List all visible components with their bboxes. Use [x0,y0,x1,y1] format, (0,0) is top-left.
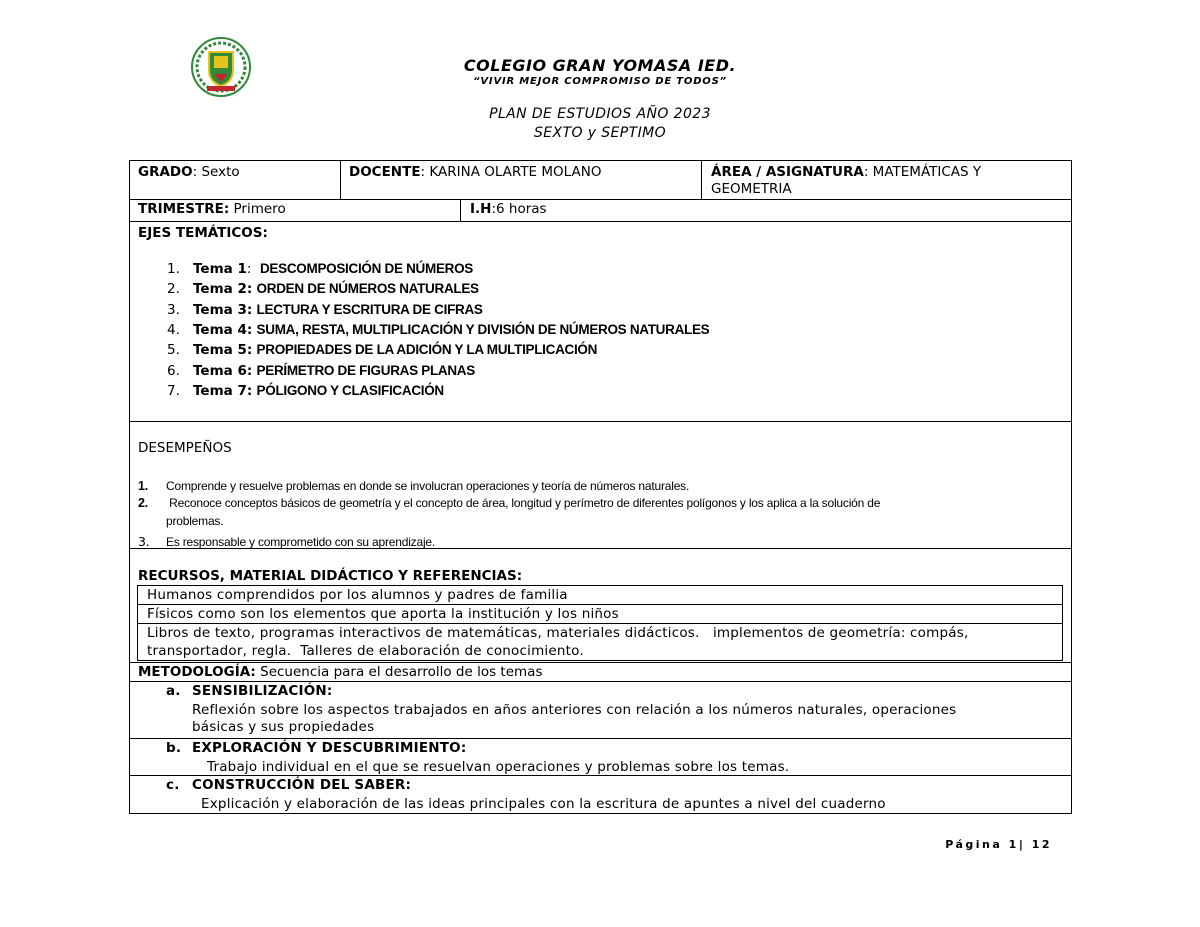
ejes-title: EJES TEMÁTICOS: [138,225,268,241]
grado-cell: GRADO: Sexto [138,164,240,180]
topic-number: 5. [167,342,180,359]
recurso-text: Humanos comprendidos por los alumnos y padres de familia [147,587,568,603]
desempeno-item [138,477,690,495]
step-title: SENSIBILIZACIÓN: [192,683,333,699]
school-motto: “VIVIR MEJOR COMPROMISO DE TODOS” [473,76,727,87]
metodologia-step-text: Reflexión sobre los aspectos trabajados en años anteriores con relación a los números naturales, operaciones [192,702,957,718]
recurso-row [138,586,1062,605]
topic-title: ORDEN DE NÚMEROS NATURALES [256,281,479,297]
recursos-title: RECURSOS, MATERIAL DIDÁCTICO Y REFERENCIAS: [138,568,523,584]
recurso-row [138,624,1062,661]
metodologia-step-title [166,740,466,757]
topic-item [167,320,709,340]
topic-number: 4. [167,321,180,338]
topic-number: 7. [167,382,180,399]
desempeno-text: problemas. [166,514,224,528]
topic-title: PÓLIGONO Y CLASIFICACIÓN [256,382,444,398]
trimestre-cell: TRIMESTRE: Primero [138,201,286,217]
desempeno-text: Reconoce conceptos básicos de geometría y el concepto de área, longitud y perímetro de diferentes polígonos y los aplica a la solución de [166,496,881,510]
school-name: COLEGIO GRAN YOMASA IED. [463,56,737,75]
topic-label: Tema 2: [193,281,253,298]
topic-title: DESCOMPOSICIÓN DE NÚMEROS [259,261,474,276]
topic-item [167,340,597,360]
desempeno-number: 3. [138,534,150,549]
topic-title: PERÍMETRO DE FIGURAS PLANAS [256,362,475,378]
curriculum-table [129,160,1072,814]
topic-label: Tema 4: [193,321,253,338]
step-letter: a. [166,683,181,699]
recurso-text: Libros de texto, programas interactivos de matemáticas, materiales didácticos. implementos de geometría: compás, [147,625,969,641]
topic-label: Tema 3: [193,301,253,318]
topic-number: 2. [167,281,180,298]
desempeno-text: Comprende y resuelve problemas en donde se involucran operaciones y teoría de números naturales. [166,479,690,493]
topic-title: LECTURA Y ESCRITURA DE CIFRAS [256,301,483,317]
recursos-table [137,585,1063,661]
topic-number: 1. [167,261,180,277]
metodologia-step-text: Trabajo individual en el que se resuelvan operaciones y problemas sobre los temas. [207,759,790,775]
desempeno-item [138,494,881,530]
metodologia-step-text: Explicación y elaboración de las ideas principales con la escritura de apuntes a nivel del cuaderno [201,796,886,812]
topic-label: Tema 1 [193,261,247,277]
recurso-text: Físicos como son los elementos que aporta la institución y los niños [147,606,619,622]
metodologia-cell: METODOLOGÍA: Secuencia para el desarrollo de los temas [138,664,543,680]
topic-number: 3. [167,301,180,318]
recurso-row [138,605,1062,624]
ih-cell: I.H:6 horas [470,201,547,217]
desempeno-number: 2. [138,496,149,510]
step-title: EXPLORACIÓN Y DESCUBRIMIENTO: [192,740,467,756]
plan-grades: SEXTO y SEPTIMO [533,125,667,141]
topic-label: Tema 5: [193,342,253,359]
desempeno-number: 1. [138,479,149,493]
topic-title: PROPIEDADES DE LA ADICIÓN Y LA MULTIPLICACIÓN [256,342,598,358]
page-number: Página 1| 12 [945,838,1052,851]
desempenos-title: DESEMPEÑOS [138,440,232,456]
metodologia-step-title [166,777,411,794]
topic-title: SUMA, RESTA, MULTIPLICACIÓN Y DIVISIÓN DE NÚMEROS NATURALES [256,321,710,337]
desempeno-text: Es responsable y comprometido con su aprendizaje. [166,535,436,549]
topic-label: Tema 7: [193,382,253,399]
topic-sep: : [246,261,260,277]
recurso-text: transportador, regla. Talleres de elaboración de conocimiento. [147,643,584,659]
topic-label: Tema 6: [193,362,253,379]
step-letter: c. [166,777,180,793]
plan-title: PLAN DE ESTUDIOS AÑO 2023 [489,106,711,122]
topic-item [167,300,483,320]
metodologia-step-title [166,683,332,700]
topic-item [167,279,479,299]
metodologia-step-text: básicas y sus propiedades [192,719,375,735]
area-cell: ÁREA / ASIGNATURA: MATEMÁTICAS Y GEOMETRIA [711,164,982,197]
topic-item [167,381,444,401]
docente-cell: DOCENTE: KARINA OLARTE MOLANO [349,164,602,180]
topic-item [167,259,473,279]
topic-item [167,361,475,381]
topic-number: 6. [167,362,180,379]
step-letter: b. [166,740,182,756]
step-title: CONSTRUCCIÓN DEL SABER: [192,777,412,793]
